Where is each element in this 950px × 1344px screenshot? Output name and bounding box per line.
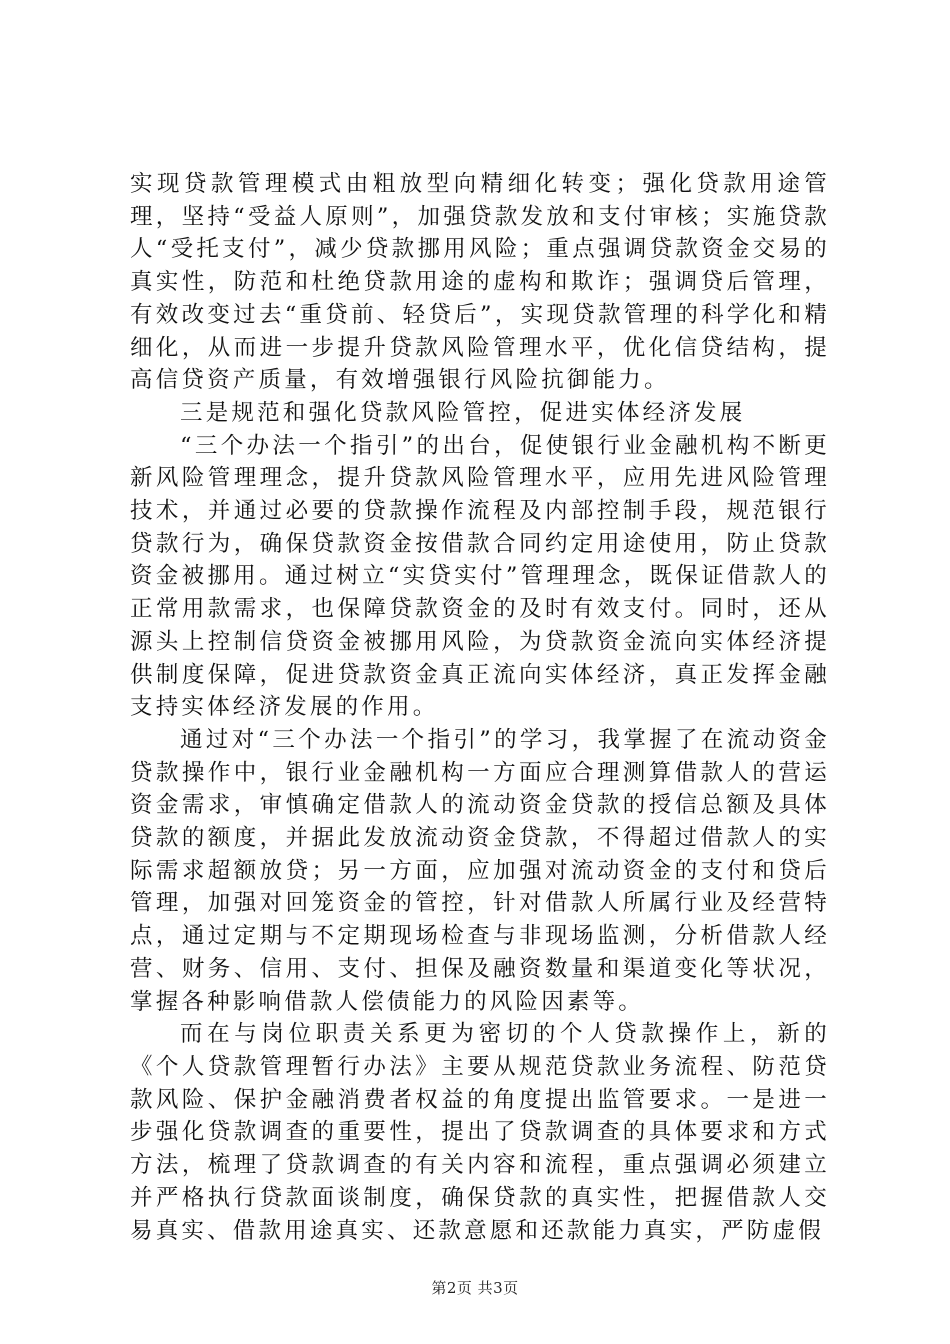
document-body	[130, 168, 830, 1247]
section-heading: 三是规范和强化贷款风险管控，促进实体经济发展	[180, 399, 746, 426]
body-paragraph: 而在与岗位职责关系更为密切的个人贷款操作上，新的《个人贷款管理暂行办法》主要从规范贷款业务流程、防范贷款风险、保护金融消费者权益的角度提出监管要求。一是进一步强化贷款调查的重要性，提出了贷款调查的具体要求和方式方法，梳理了贷款调查的有关内容和流程，重点强调必须建立并严格执行贷款面谈制度，确保贷款的真实性，把握借款人交易真实、借款用途真实、还款意愿和还款能力真实，严防虚假	[130, 1021, 830, 1244]
body-paragraph: “三个办法一个指引”的出台，促使银行业金融机构不断更新风险管理理念，提升贷款风险管理水平，应用先进风险管理技术，并通过必要的贷款操作流程及内部控制手段，规范银行贷款行为，确保贷款资金按借款合同约定用途使用，防止贷款资金被挪用。通过树立“实贷实付”管理理念，既保证借款人的正常用款需求，也保障贷款资金的及时有效支付。同时，还从源头上控制信贷资金被挪用风险，为贷款资金流向实体经济提供制度保障，促进贷款资金真正流向实体经济，真正发挥金融支持实体经济发展的作用。	[130, 432, 830, 721]
body-paragraph: 实现贷款管理模式由粗放型向精细化转变；强化贷款用途管理，坚持“受益人原则”，加强贷款发放和支付审核；实施贷款人“受托支付”，减少贷款挪用风险；重点强调贷款资金交易的真实性，防范和杜绝贷款用途的虚构和欺诈；强调贷后管理，有效改变过去“重贷前、轻贷后”，实现贷款管理的科学化和精细化，从而进一步提升贷款风险管理水平，优化信贷结构，提高信贷资产质量，有效增强银行风险抗御能力。	[130, 171, 830, 394]
body-paragraph: 通过对“三个办法一个指引”的学习，我掌握了在流动资金贷款操作中，银行业金融机构一方面应合理测算借款人的营运资金需求，审慎确定借款人的流动资金贷款的授信总额及具体贷款的额度，并据此发放流动资金贷款，不得超过借款人的实际需求超额放贷；另一方面，应加强对流动资金的支付和贷后管理，加强对回笼资金的管控，针对借款人所属行业及经营特点，通过定期与不定期现场检查与非现场监测，分析借款人经营、财务、信用、支付、担保及融资数量和渠道变化等状况，掌握各种影响借款人偿债能力的风险因素等。	[130, 726, 830, 1015]
page-footer: 第2页 共3页	[431, 1279, 519, 1297]
